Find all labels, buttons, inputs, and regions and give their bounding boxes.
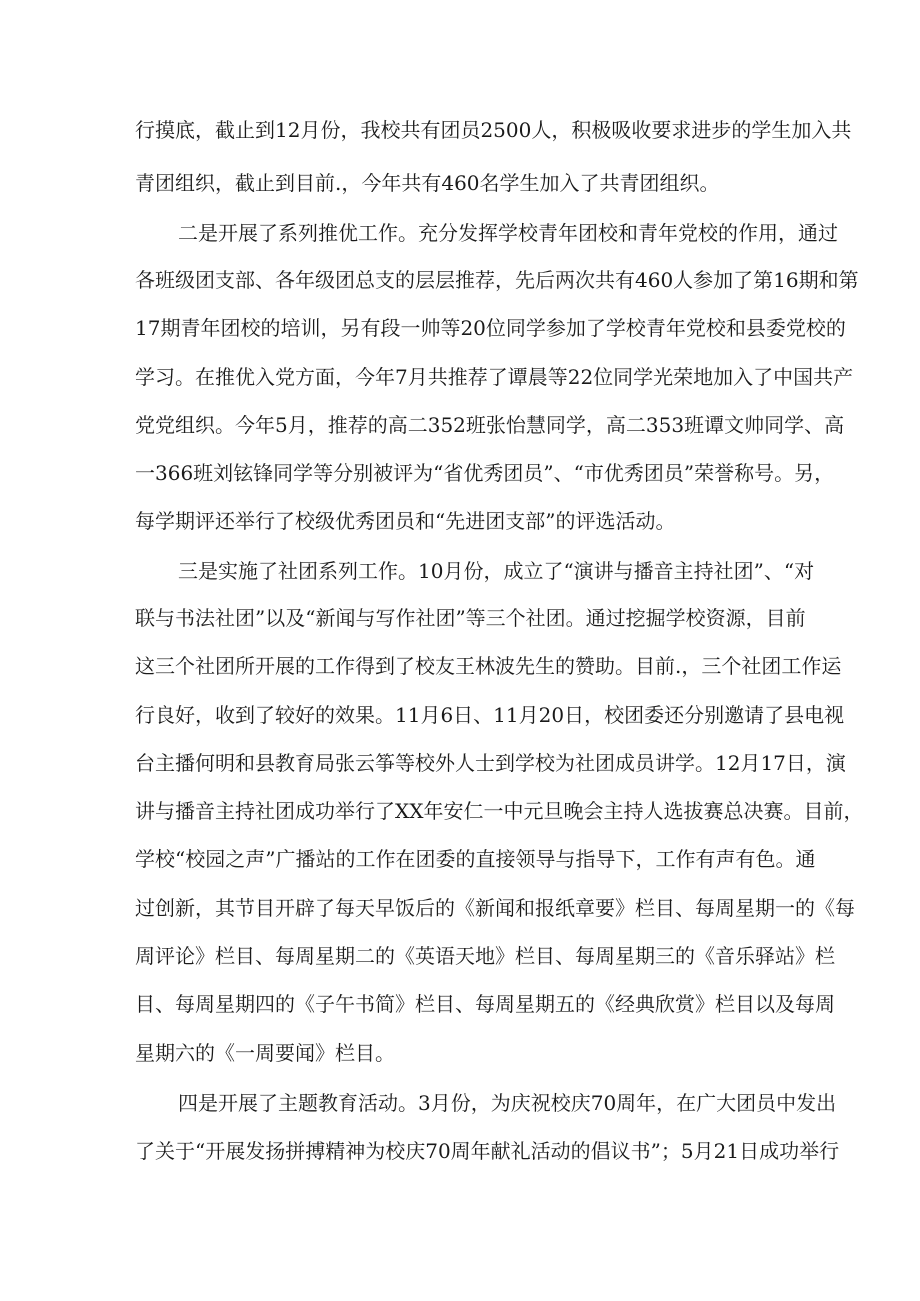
- text-line: 行摸底，截止到12月份，我校共有团员2500人，积极吸收要求进步的学生加入共: [135, 118, 852, 142]
- text-line: 一366班刘铉锋同学等分别被评为“省优秀团员”、“市优秀团员”荣誉称号。另，: [135, 461, 835, 485]
- paragraph-4-start: 四是开展了主题教育活动。3月份，为庆祝校庆70周年，在广大团员中发出: [178, 1091, 837, 1115]
- text-line: 过创新，其节目开辟了每天早饭后的《新闻和报纸章要》栏目、每周星期一的《每: [135, 896, 855, 920]
- text-line: 学习。在推优入党方面，今年7月共推荐了谭晨等22位同学光荣地加入了中国共产: [135, 365, 854, 389]
- text-line: 行良好，收到了较好的效果。11月6日、11月20日，校团委还分别邀请了县电视: [135, 703, 845, 727]
- text-line: 各班级团支部、各年级团总支的层层推荐，先后两次共有460人参加了第16期和第: [135, 268, 859, 292]
- text-line: 了关于“开展发扬拼搏精神为校庆70周年献礼活动的倡议书”；5月21日成功举行: [135, 1139, 840, 1163]
- text-line: 目、每周星期四的《子午书简》栏目、每周星期五的《经典欣赏》栏目以及每周: [135, 992, 835, 1016]
- text-line: 17期青年团校的培训，另有段一帅等20位同学参加了学校青年党校和县委党校的: [135, 316, 846, 340]
- text-line: 联与书法社团”以及“新闻与写作社团”等三个社团。通过挖掘学校资源，目前: [135, 606, 806, 630]
- text-line: 每学期评还举行了校级优秀团员和“先进团支部”的评选活动。: [135, 509, 676, 533]
- text-line: 周评论》栏目、每周星期二的《英语天地》栏目、每周星期三的《音乐驿站》栏: [135, 944, 835, 968]
- text-line: 学校“校园之声”广播站的工作在团委的直接领导与指导下，工作有声有色。通: [135, 847, 816, 871]
- text-line: 星期六的《一周要闻》栏目。: [135, 1041, 395, 1065]
- text-line: 讲与播音主持社团成功举行了XX年安仁一中元旦晚会主持人选拔赛总决赛。目前，: [135, 799, 864, 823]
- text-line: 这三个社团所开展的工作得到了校友王林波先生的赞助。目前.，三个社团工作运: [135, 654, 842, 678]
- text-line: 青团组织，截止到目前.，今年共有460名学生加入了共青团组织。: [135, 171, 720, 195]
- paragraph-3-start: 三是实施了社团系列工作。10月份，成立了“演讲与播音主持社团”、“对: [178, 559, 815, 583]
- text-line: 台主播何明和县教育局张云筝等校外人士到学校为社团成员讲学。12月17日，演: [135, 751, 846, 775]
- text-line: 党党组织。今年5月，推荐的高二352班张怡慧同学，高二353班谭文帅同学、高: [135, 413, 845, 437]
- paragraph-2-start: 二是开展了系列推优工作。充分发挥学校青年团校和青年党校的作用，通过: [178, 221, 838, 245]
